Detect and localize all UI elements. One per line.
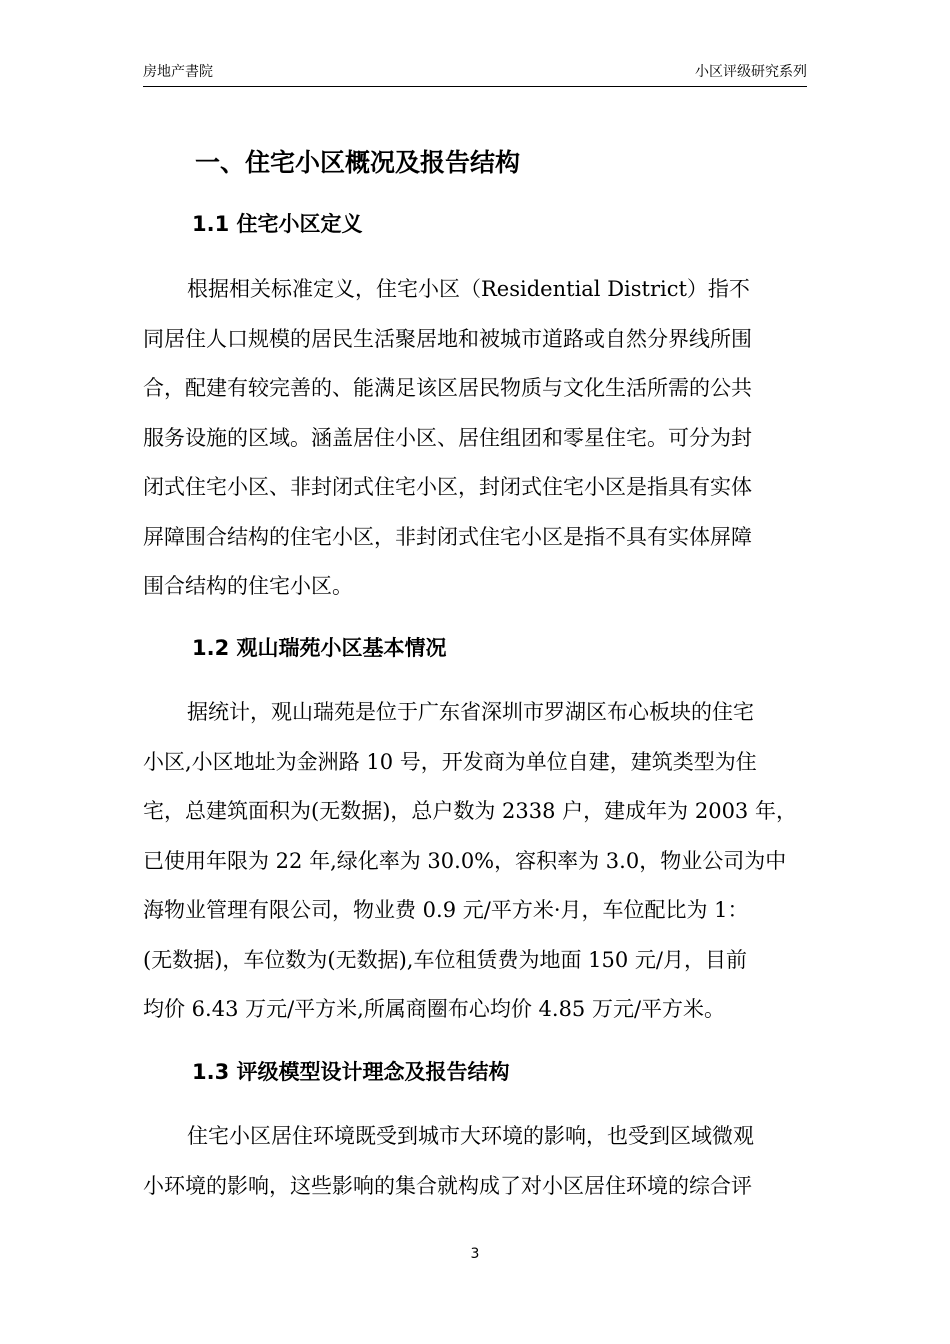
section-body-1-2 [143,688,807,1035]
text-line: 均价 6.43 万元/平方米,所属商圈布心均价 4.85 万元/平方米。 [143,997,726,1021]
text-line: 据统计，观山瑞苑是位于广东省深圳市罗湖区布心板块的住宅 [187,700,754,724]
section-heading-1-3: 1.3 评级模型设计理念及报告结构 [192,1060,510,1084]
text-line: 已使用年限为 22 年,绿化率为 30.0%，容积率为 3.0，物业公司为中 [143,848,787,873]
header-divider [143,86,807,87]
text-line: 屏障围合结构的住宅小区，非封闭式住宅小区是指不具有实体屏障 [143,524,752,549]
text-line: 海物业管理有限公司，物业费 0.9 元/平方米·月，车位配比为 1： [143,898,749,922]
section-body-1-1 [143,265,807,612]
text-line: 服务设施的区域。涵盖居住小区、居住组团和零星住宅。可分为封 [143,425,752,450]
text-line: (无数据)，车位数为(无数据),车位租赁费为地面 150 元/月，目前 [143,947,747,972]
section-heading-1-1: 1.1 住宅小区定义 [192,212,363,236]
section-body-1-3 [143,1112,807,1211]
section-heading-1-2: 1.2 观山瑞苑小区基本情况 [192,636,447,660]
header-left-title: 房地产書院 [143,64,213,80]
text-line: 小区,小区地址为金洲路 10 号，开发商为单位自建，建筑类型为住 [143,749,757,774]
text-line: 住宅小区居住环境既受到城市大环境的影响，也受到区域微观 [187,1124,754,1148]
text-line: 宅，总建筑面积为(无数据)，总户数为 2338 户，建成年为 2003 年， [143,799,797,823]
text-line: 根据相关标准定义，住宅小区（Residential District）指不 [187,277,750,301]
text-line: 同居住人口规模的居民生活聚居地和被城市道路或自然分界线所围 [143,326,752,351]
text-line: 小环境的影响，这些影响的集合就构成了对小区居住环境的综合评 [143,1173,752,1198]
page-number: 3 [470,1246,480,1262]
text-line: 合，配建有较完善的、能满足该区居民物质与文化生活所需的公共 [143,376,752,400]
header-right-title: 小区评级研究系列 [695,64,807,80]
text-line: 闭式住宅小区、非封闭式住宅小区，封闭式住宅小区是指具有实体 [143,475,752,499]
text-line: 围合结构的住宅小区。 [143,574,353,598]
chapter-title: 一、住宅小区概况及报告结构 [195,148,521,177]
